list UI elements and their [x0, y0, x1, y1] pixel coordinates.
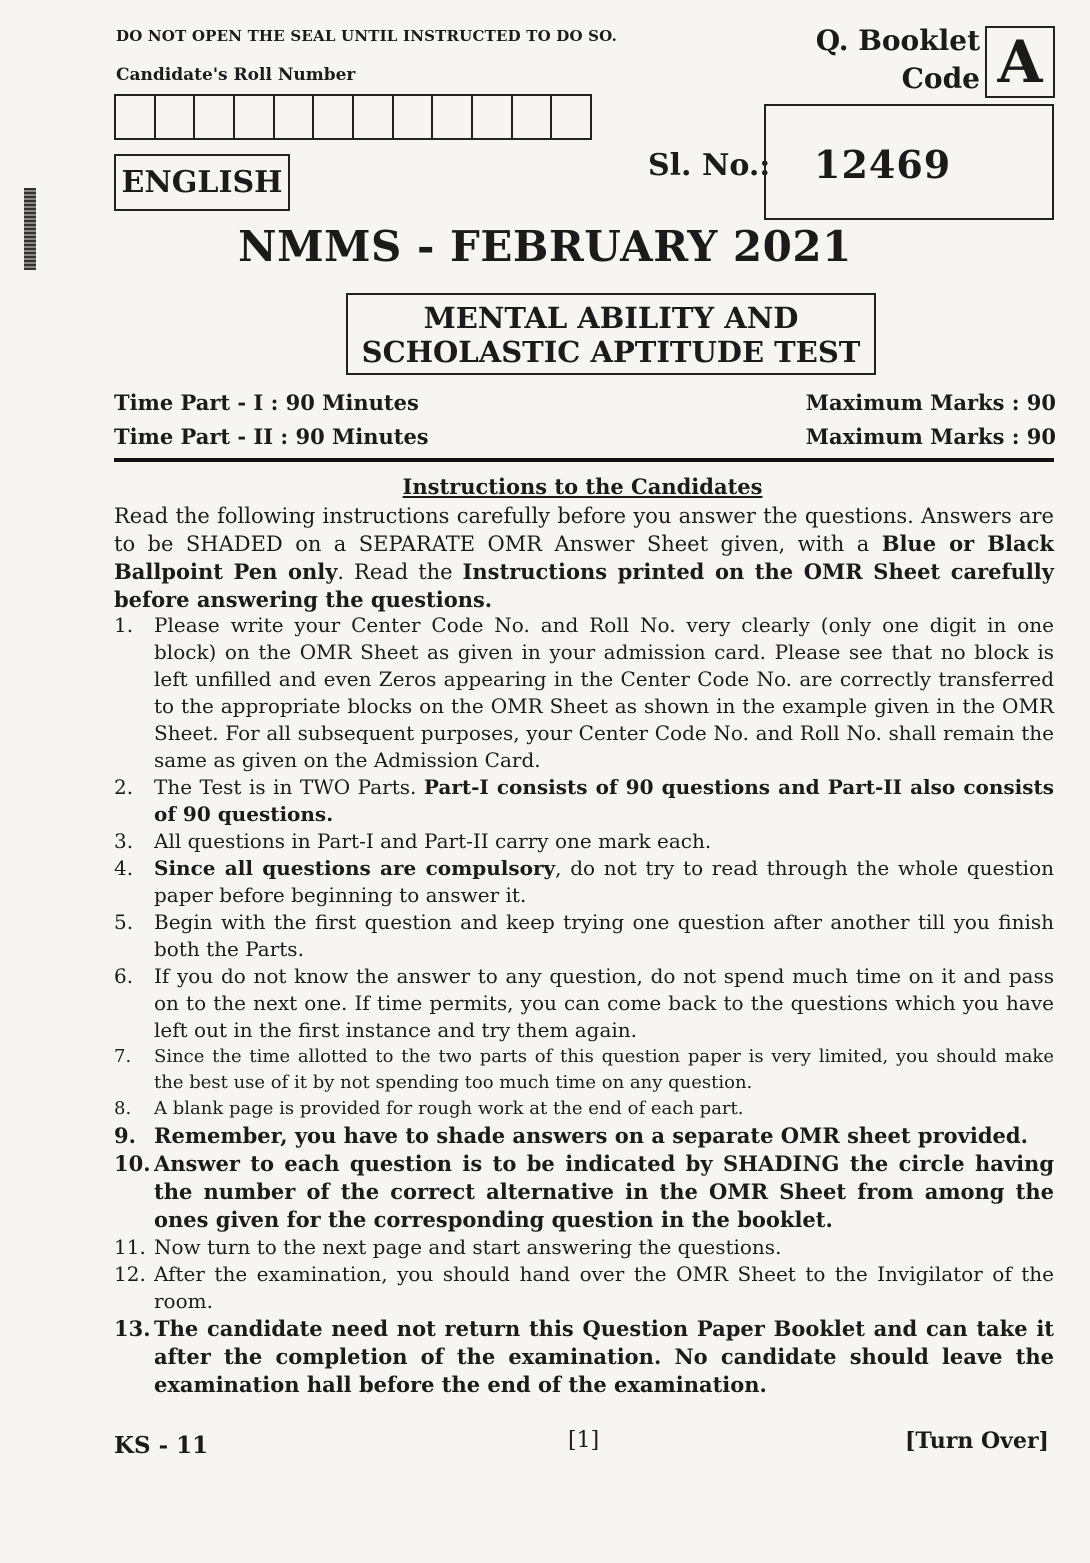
intro-bold-1: Blue or Black Ballpoint Pen only	[114, 531, 1054, 584]
roll-digit-box	[513, 96, 553, 138]
serial-number: 12469	[814, 142, 952, 187]
instruction-number: 11.	[114, 1235, 146, 1259]
instructions-intro	[114, 503, 1054, 614]
instruction-bold: Part-I consists of 90 questions and Part-II also consists of 90 questions.	[154, 775, 1055, 826]
instruction-number: 13.	[114, 1316, 151, 1341]
divider-rule	[114, 458, 1054, 462]
instruction-text: A blank page is provided for rough work at the end of each part.	[154, 1098, 744, 1119]
instruction-text: After the examination, you should hand over the OMR Sheet to the Invigilator of the room.	[154, 1262, 1054, 1313]
instruction-text: The candidate need not return this Question Paper Booklet and can take it after the completion of the examination. No candidate should leave the examination hall before the end of the examination.	[154, 1316, 1054, 1397]
roll-digit-box	[433, 96, 473, 138]
booklet-code-box: A	[985, 26, 1055, 98]
serial-number-box	[764, 104, 1054, 220]
booklet-code-label	[770, 22, 980, 98]
instruction-item	[114, 909, 1054, 963]
roll-digit-box	[275, 96, 315, 138]
instruction-item	[114, 1315, 1054, 1399]
instruction-item	[114, 855, 1054, 909]
intro-text-1: Read the following instructions carefully before you answer the questions. Answers are to be SHADED on a SEPARATE OMR Answer Sheet given, with a	[114, 504, 1054, 556]
instruction-item	[114, 1150, 1054, 1234]
roll-digit-box	[473, 96, 513, 138]
instruction-number: 3.	[114, 829, 134, 853]
roll-digit-box	[314, 96, 354, 138]
part1-marks: Maximum Marks : 90	[805, 390, 1056, 415]
booklet-series-code: KS - 11	[114, 1432, 209, 1459]
instruction-text: Answer to each question is to be indicated by SHADING the circle having the number of the correct alternative in the OMR Sheet from among the ones given for the corresponding question in the booklet.	[154, 1151, 1054, 1232]
seal-notice: DO NOT OPEN THE SEAL UNTIL INSTRUCTED TO DO SO.	[116, 27, 617, 45]
roll-digit-box	[116, 96, 156, 138]
instruction-number: 12.	[114, 1262, 146, 1286]
instructions-list	[114, 612, 1054, 1399]
instruction-item	[114, 1234, 1054, 1261]
intro-bold-2: Instructions printed on the OMR Sheet carefully before answering the questions.	[114, 559, 1054, 612]
instruction-number: 6.	[114, 964, 134, 988]
test-name-line1: MENTAL ABILITY AND	[423, 301, 799, 335]
part2-marks: Maximum Marks : 90	[805, 424, 1056, 449]
test-name-line2: SCHOLASTIC APTITUDE TEST	[361, 335, 861, 369]
instruction-number: 4.	[114, 856, 134, 880]
roll-digit-box	[156, 96, 196, 138]
instruction-number: 5.	[114, 910, 134, 934]
test-name-box	[346, 293, 876, 375]
booklet-label-line1: Q. Booklet	[815, 24, 980, 57]
intro-text-2: . Read the	[337, 560, 463, 584]
instruction-text	[154, 855, 1054, 909]
instruction-plain: The Test is in TWO Parts.	[154, 775, 424, 799]
instruction-number: 2.	[114, 775, 134, 799]
part2-time: Time Part - II : 90 Minutes	[114, 424, 429, 449]
instruction-text: Remember, you have to shade answers on a separate OMR sheet provided.	[154, 1123, 1028, 1148]
timing-row-part2	[114, 424, 1056, 449]
part1-time: Time Part - I : 90 Minutes	[114, 390, 419, 415]
instruction-number: 9.	[114, 1123, 136, 1148]
instruction-text: Now turn to the next page and start answering the questions.	[154, 1235, 782, 1259]
instruction-text: Please write your Center Code No. and Roll No. very clearly (only one digit in one block) on the OMR Sheet as given in your admission card. Please see that no block is left unfilled and even Zeros appearing in the Center Code No. are correctly transferred to the appropriate blocks on the OMR Sheet as shown in the example given in the OMR Sheet. For all subsequent purposes, your Center Code No. and Roll No. shall remain the same as given on the Admission Card.	[154, 613, 1054, 772]
roll-digit-box	[235, 96, 275, 138]
instruction-text: Since the time allotted to the two parts of this question paper is very limited, you should make the best use of it by not spending too much time on any question.	[154, 1046, 1054, 1093]
instruction-item	[114, 828, 1054, 855]
serial-number-label: Sl. No.:	[648, 148, 771, 183]
roll-number-boxes	[114, 94, 592, 140]
instruction-number: 8.	[114, 1098, 132, 1119]
instruction-item	[114, 612, 1054, 774]
instruction-bold: Since all questions are compulsory	[154, 856, 556, 880]
language-box: ENGLISH	[114, 154, 290, 211]
instruction-number: 1.	[114, 613, 134, 637]
instruction-plain: , do not try to read through the whole question paper before beginning to answer it.	[154, 856, 1054, 907]
instruction-text: Begin with the first question and keep trying one question after another till you finish both the Parts.	[154, 910, 1054, 961]
booklet-label-line2: Code	[901, 62, 980, 95]
instruction-item	[114, 963, 1054, 1044]
turn-over-note: [Turn Over]	[905, 1428, 1049, 1454]
roll-digit-box	[354, 96, 394, 138]
instruction-number: 10.	[114, 1151, 151, 1176]
instruction-text: If you do not know the answer to any question, do not spend much time on it and pass on to the next one. If time permits, you can come back to the questions which you have left out in the first instance and try them again.	[154, 964, 1054, 1042]
roll-digit-box	[552, 96, 590, 138]
roll-digit-box	[195, 96, 235, 138]
roll-number-label: Candidate's Roll Number	[116, 65, 356, 85]
page-number: [1]	[568, 1428, 600, 1453]
instruction-text: All questions in Part-I and Part-II carry one mark each.	[154, 829, 712, 853]
instruction-item	[114, 774, 1054, 828]
instruction-item	[114, 1122, 1054, 1150]
timing-row-part1	[114, 390, 1056, 415]
instruction-text	[154, 774, 1054, 828]
instruction-number: 7.	[114, 1046, 132, 1067]
exam-title: NMMS - FEBRUARY 2021	[238, 222, 852, 271]
roll-digit-box	[394, 96, 434, 138]
instruction-item	[114, 1044, 1054, 1096]
instruction-item	[114, 1261, 1054, 1315]
instruction-item	[114, 1096, 1054, 1122]
instructions-heading: Instructions to the Candidates	[402, 474, 763, 499]
